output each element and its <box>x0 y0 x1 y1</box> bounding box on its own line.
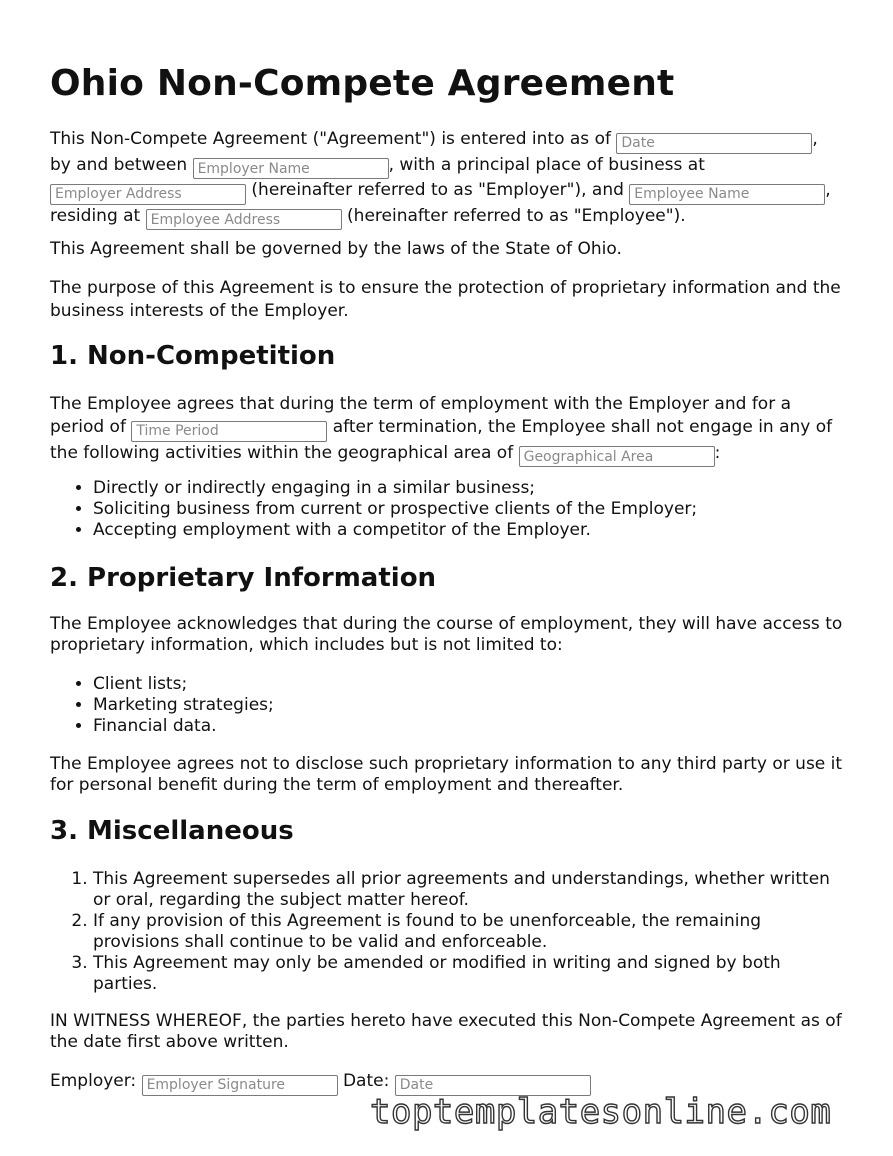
agreement-date-field[interactable] <box>616 133 812 154</box>
employer-address-field[interactable] <box>50 184 246 205</box>
proprietary-intro-paragraph: The Employee acknowledges that during the course of employment, they will have access to proprietary information, which includes but is not limited to: <box>50 614 843 655</box>
non-competition-list <box>50 478 850 541</box>
list-item: • Directly or indirectly engaging in a similar business; <box>93 478 850 499</box>
geographical-area-field[interactable] <box>519 446 715 467</box>
employer-signature-field[interactable] <box>142 1075 338 1096</box>
intro-text-2: , <box>812 129 818 149</box>
section-1-heading: 1. Non-Competition <box>50 341 336 371</box>
section-2-heading: 2. Proprietary Information <box>50 563 437 593</box>
intro-text-7: residing at <box>50 205 141 226</box>
list-item: • Soliciting business from current or prospective clients of the Employer; <box>93 499 850 520</box>
list-item: • Client lists; <box>93 674 850 695</box>
list-item: 3. This Agreement may only be amended or modified in writing and signed by both parties. <box>93 953 850 995</box>
watermark-text: toptemplatesonline.com <box>370 1092 832 1132</box>
intro-text-1: This Non-Compete Agreement ("Agreement") is entered into as of <box>50 129 611 149</box>
non-competition-paragraph <box>50 393 850 467</box>
purpose-paragraph: The purpose of this Agreement is to ensure the protection of proprietary information and the business interests of the Employer. <box>50 278 841 321</box>
non-competition-text-1: The Employee agrees that during the term of employment with the Employer and for a period of <box>50 394 792 437</box>
intro-text-4: , with a principal place of business at <box>388 154 705 175</box>
employee-address-field[interactable] <box>146 209 342 230</box>
miscellaneous-list <box>50 869 850 995</box>
employer-name-field[interactable] <box>193 158 389 179</box>
list-item: • Accepting employment with a competitor of the Employer. <box>93 520 850 541</box>
intro-text-3: by and between <box>50 154 188 175</box>
non-competition-text-3: : <box>714 442 721 463</box>
list-item: • Marketing strategies; <box>93 695 850 716</box>
intro-text-8: (hereinafter referred to as "Employee"). <box>347 205 686 226</box>
governing-law-paragraph: This Agreement shall be governed by the laws of the State of Ohio. <box>50 239 622 259</box>
proprietary-closing-paragraph: The Employee agrees not to disclose such proprietary information to any third party or use it for personal benefit during the term of employment and thereafter. <box>50 754 843 795</box>
intro-paragraph <box>50 128 850 230</box>
list-item: 2. If any provision of this Agreement is found to be unenforceable, the remaining provisions shall continue to be valid and enforceable. <box>93 911 850 953</box>
proprietary-list <box>50 674 850 737</box>
witness-paragraph: IN WITNESS WHEREOF, the parties hereto have executed this Non-Compete Agreement as of the date first above written. <box>50 1011 842 1052</box>
list-item: 1. This Agreement supersedes all prior agreements and understandings, whether written or oral, regarding the subject matter hereof. <box>93 869 850 911</box>
signature-date-label: Date: <box>342 1071 390 1091</box>
section-3-heading: 3. Miscellaneous <box>50 816 294 846</box>
employee-name-field[interactable] <box>629 184 825 205</box>
time-period-field[interactable] <box>131 421 327 442</box>
intro-text-6: , <box>825 180 831 200</box>
page-title: Ohio Non-Compete Agreement <box>50 63 675 104</box>
list-item: • Financial data. <box>93 716 850 737</box>
employer-signature-label: Employer: <box>50 1071 137 1091</box>
intro-text-5: (hereinafter referred to as "Employer"), and <box>251 180 624 200</box>
non-competition-text-2: after termination, the Employee shall not engage in any of the following activities within the geographical area of <box>50 417 833 463</box>
